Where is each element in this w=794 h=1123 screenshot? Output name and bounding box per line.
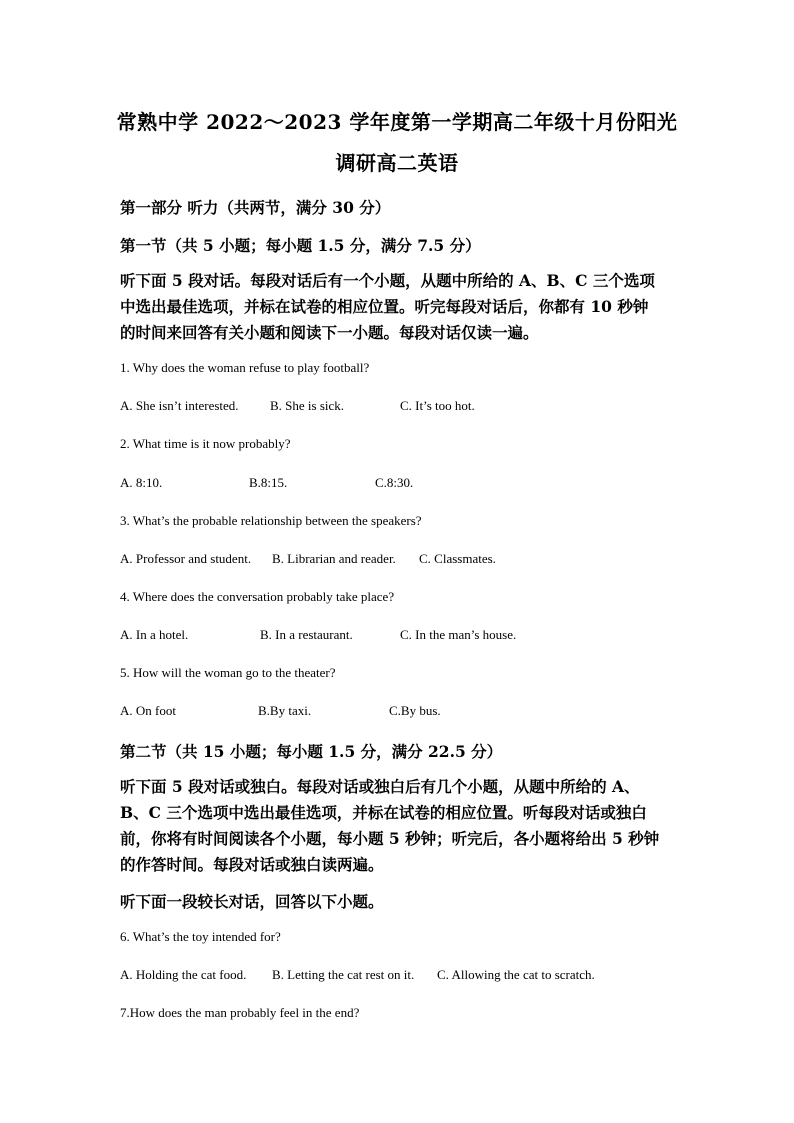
question-5: 5. How will the woman go to the theater? bbox=[120, 665, 336, 680]
question-1: 1. Why does the woman refuse to play football? bbox=[120, 360, 370, 375]
question-3-option-a: A. Professor and student. bbox=[120, 551, 252, 566]
instruction-line: 的时间来回答有关小题和阅读下一小题。每段对话仅读一遍。 bbox=[120, 323, 539, 342]
long-dialogue-heading: 听下面一段较长对话，回答以下小题。 bbox=[120, 892, 384, 911]
instruction-line: 的作答时间。每段对话或独白读两遍。 bbox=[120, 855, 384, 874]
question-5-option-a: A. On foot bbox=[120, 703, 176, 718]
question-3-option-c: C. Classmates. bbox=[419, 551, 496, 566]
section1-instructions bbox=[120, 268, 680, 346]
question-2-option-b: B.8:15. bbox=[249, 475, 288, 490]
question-2-option-a: A. 8:10. bbox=[120, 475, 163, 490]
instruction-line: 中选出最佳选项，并标在试卷的相应位置。听完每段对话后，你都有 10 秒钟 bbox=[120, 297, 649, 316]
section1-heading: 第一节（共 5 小题；每小题 1.5 分，满分 7.5 分） bbox=[120, 236, 481, 255]
question-1-option-c: C. It’s too hot. bbox=[400, 398, 475, 413]
question-5-option-b: B.By taxi. bbox=[258, 703, 312, 718]
question-4-option-c: C. In the man’s house. bbox=[400, 627, 517, 642]
instruction-line: 听下面 5 段对话。每段对话后有一个小题，从题中所给的 A、B、C 三个选项 bbox=[120, 271, 655, 290]
instruction-line: 听下面 5 段对话或独白。每段对话或独白后有几个小题，从题中所给的 A、 bbox=[120, 777, 640, 796]
question-4: 4. Where does the conversation probably take place? bbox=[120, 589, 395, 604]
section2-instructions bbox=[120, 774, 680, 878]
exam-title-line-1: 常熟中学 2022～2023 学年度第一学期高二年级十月份阳光 bbox=[116, 110, 678, 134]
question-3: 3. What’s the probable relationship between the speakers? bbox=[120, 513, 422, 528]
question-2-option-c: C.8:30. bbox=[375, 475, 414, 490]
question-4-option-a: A. In a hotel. bbox=[120, 627, 189, 642]
question-3-option-b: B. Librarian and reader. bbox=[272, 551, 396, 566]
question-6-option-b: B. Letting the cat rest on it. bbox=[272, 967, 415, 982]
question-1-option-b: B. She is sick. bbox=[270, 398, 345, 413]
question-5-option-c: C.By bus. bbox=[389, 703, 441, 718]
question-4-option-b: B. In a restaurant. bbox=[260, 627, 353, 642]
instruction-line: 前，你将有时间阅读各个小题，每小题 5 秒钟；听完后，各小题将给出 5 秒钟 bbox=[120, 829, 660, 848]
section2-heading: 第二节（共 15 小题；每小题 1.5 分，满分 22.5 分） bbox=[120, 742, 503, 761]
part1-heading: 第一部分 听力（共两节，满分 30 分） bbox=[120, 198, 391, 217]
question-6: 6. What’s the toy intended for? bbox=[120, 929, 281, 944]
question-6-option-c: C. Allowing the cat to scratch. bbox=[437, 967, 595, 982]
question-6-option-a: A. Holding the cat food. bbox=[120, 967, 247, 982]
question-2: 2. What time is it now probably? bbox=[120, 436, 291, 451]
instruction-line: B、C 三个选项中选出最佳选项，并标在试卷的相应位置。听每段对话或独白 bbox=[120, 803, 647, 822]
question-1-option-a: A. She isn’t interested. bbox=[120, 398, 239, 413]
exam-title-line-2: 调研高二英语 bbox=[335, 151, 459, 175]
question-7: 7.How does the man probably feel in the end? bbox=[120, 1005, 360, 1020]
